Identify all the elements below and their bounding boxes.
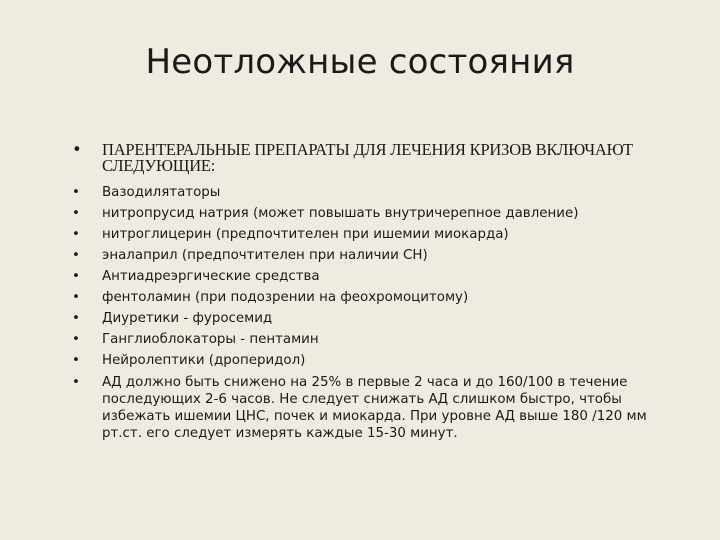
list-item-text: Ганглиоблокаторы - пентамин <box>102 332 319 347</box>
list-item <box>72 227 672 243</box>
list-item-text: ПАРЕНТЕРАЛЬНЫЕ ПРЕПАРАТЫ ДЛЯ ЛЕЧЕНИЯ КРИЗОВ ВКЛЮЧАЮТ СЛЕДУЮЩИЕ: <box>102 140 633 175</box>
list-item-text: Диуретики - фуросемид <box>102 311 273 326</box>
list-item <box>72 290 672 306</box>
list-item-text: фентоламин (при подозрении на феохромоцитому) <box>102 290 469 305</box>
bullet-icon: • <box>72 227 80 242</box>
bullet-icon: • <box>72 290 80 305</box>
list-item <box>72 142 672 174</box>
bullet-icon: • <box>72 269 80 284</box>
list-item <box>72 206 672 222</box>
list-item-text: Антиадреэргические средства <box>102 269 320 284</box>
bullet-icon: • <box>72 185 80 200</box>
list-item <box>72 311 672 327</box>
list-item-text: нитропрусид натрия (может повышать внутричерепное давление) <box>102 206 579 221</box>
list-item <box>72 185 672 201</box>
slide-title: Неотложные состояния <box>145 42 575 82</box>
bullet-icon: • <box>72 353 80 368</box>
list-item-text: АД должно быть снижено на 25% в первые 2 часа и до 160/100 в течение последующих 2-6 часов. Не следует снижать АД слишком быстро, чтобы избежать ишемии ЦНС, почек и миокарда. При уровне АД выше 180 /120 мм рт.ст. его следует измерять каждые 15-30 минут. <box>102 375 647 441</box>
list-item-text: Нейролептики (дроперидол) <box>102 353 306 368</box>
list-item-text: нитроглицерин (предпочтителен при ишемии миокарда) <box>102 227 509 242</box>
list-item-text: эналаприл (предпочтителен при наличии СН) <box>102 248 428 263</box>
bullet-icon: • <box>72 311 80 326</box>
list-item-text: Вазодилятаторы <box>102 185 221 200</box>
list-item <box>72 269 672 285</box>
list-item <box>72 332 672 348</box>
bullet-icon: • <box>72 332 80 347</box>
list-item <box>72 248 672 264</box>
bullet-icon: • <box>72 375 80 390</box>
bullet-icon: • <box>72 248 80 263</box>
bullet-icon: • <box>72 140 82 159</box>
bullet-list <box>72 142 672 447</box>
list-item <box>72 353 672 369</box>
list-item <box>72 374 672 442</box>
bullet-icon: • <box>72 206 80 221</box>
